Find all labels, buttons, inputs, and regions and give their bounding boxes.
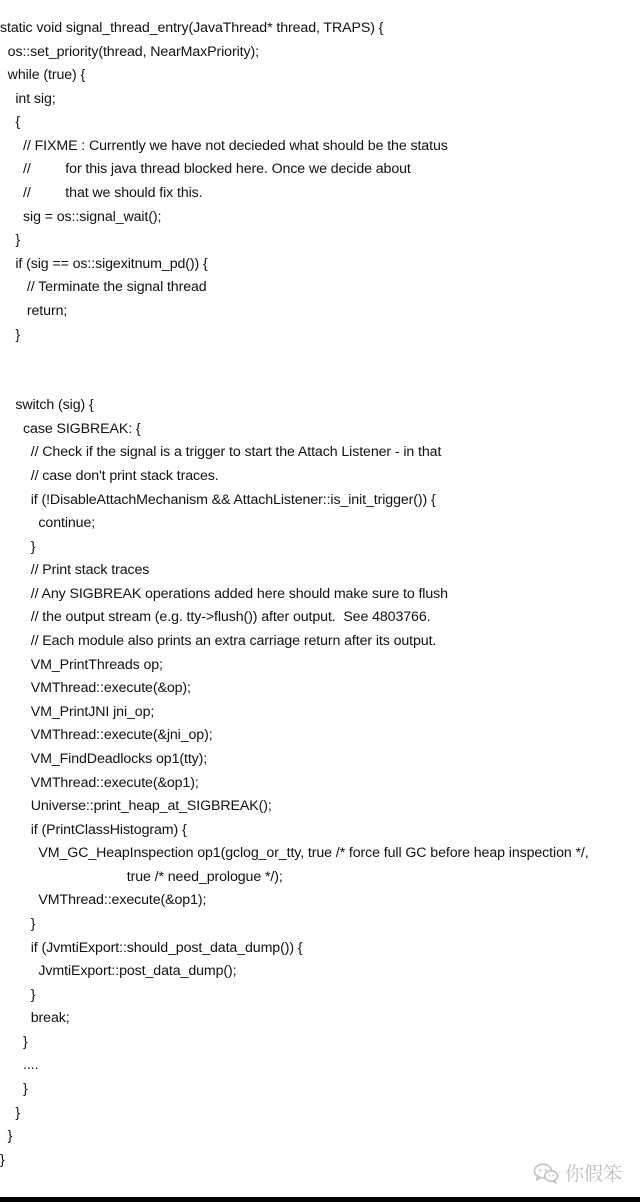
code-line: } — [0, 1104, 21, 1121]
watermark-text: 你假笨 — [564, 1163, 622, 1185]
code-line: switch (sig) { — [0, 397, 94, 414]
code-line: // Terminate the signal thread — [0, 279, 207, 296]
code-line: if (!DisableAttachMechanism && AttachListener::is_init_trigger()) { — [0, 491, 436, 508]
code-line: VMThread::execute(&jni_op); — [0, 727, 213, 744]
code-line: Universe::print_heap_at_SIGBREAK(); — [0, 798, 272, 815]
code-line: VMThread::execute(&op); — [0, 680, 191, 697]
code-line: return; — [0, 302, 68, 319]
watermark — [533, 1159, 622, 1186]
code-line: // that we should fix this. — [0, 185, 203, 202]
code-line: } — [0, 1081, 28, 1098]
code-line — [0, 347, 640, 371]
code-line: } — [0, 915, 36, 932]
code-line: VM_GC_HeapInspection op1(gclog_or_tty, true /* force full GC before heap inspection */, — [0, 845, 589, 862]
bottom-edge-bar — [0, 1197, 640, 1202]
code-line: int sig; — [0, 90, 56, 107]
code-line: break; — [0, 1010, 70, 1027]
code-line: // Print stack traces — [0, 562, 150, 579]
code-line: if (sig == os::sigexitnum_pd()) { — [0, 255, 208, 272]
code-line: // FIXME : Currently we have not decieded what should be the status — [0, 137, 448, 154]
code-line: VMThread::execute(&op1); — [0, 892, 207, 909]
code-line: // Each module also prints an extra carriage return after its output. — [0, 633, 437, 650]
code-line: } — [0, 1128, 13, 1145]
code-line: // the output stream (e.g. tty->flush()) after output. See 4803766. — [0, 609, 431, 626]
code-line: VM_PrintJNI jni_op; — [0, 703, 155, 720]
code-line: } — [0, 538, 36, 555]
code-line: if (PrintClassHistogram) { — [0, 821, 187, 838]
code-line: { — [0, 114, 21, 131]
code-line: static void signal_thread_entry(JavaThread* thread, TRAPS) { — [0, 20, 384, 36]
code-line: if (JvmtiExport::should_post_data_dump()) { — [0, 939, 303, 956]
code-line: // Check if the signal is a trigger to start the Attach Listener - in that — [0, 444, 442, 461]
code-line: // Any SIGBREAK operations added here should make sure to flush — [0, 585, 448, 602]
code-line: } — [0, 326, 21, 343]
code-line: } — [0, 986, 36, 1003]
code-line: sig = os::signal_wait(); — [0, 208, 162, 225]
code-line: JvmtiExport::post_data_dump(); — [0, 963, 237, 980]
code-line: VMThread::execute(&op1); — [0, 774, 199, 791]
code-line: os::set_priority(thread, NearMaxPriority); — [0, 43, 259, 60]
wechat-icon — [533, 1162, 559, 1184]
code-line: // case don't print stack traces. — [0, 467, 219, 484]
code-line: } — [0, 232, 21, 249]
code-line: VM_PrintThreads op; — [0, 656, 163, 673]
code-listing — [0, 17, 640, 1172]
code-line: case SIGBREAK: { — [0, 420, 141, 437]
code-line: } — [0, 1033, 28, 1050]
code-line: } — [0, 1151, 5, 1168]
code-line: while (true) { — [0, 67, 86, 84]
code-line — [0, 371, 640, 395]
code-line: true /* need_prologue */); — [0, 868, 283, 885]
code-line: VM_FindDeadlocks op1(tty); — [0, 750, 208, 767]
code-line: continue; — [0, 515, 96, 532]
code-line: // for this java thread blocked here. Once we decide about — [0, 161, 411, 178]
code-line: .... — [0, 1057, 39, 1074]
